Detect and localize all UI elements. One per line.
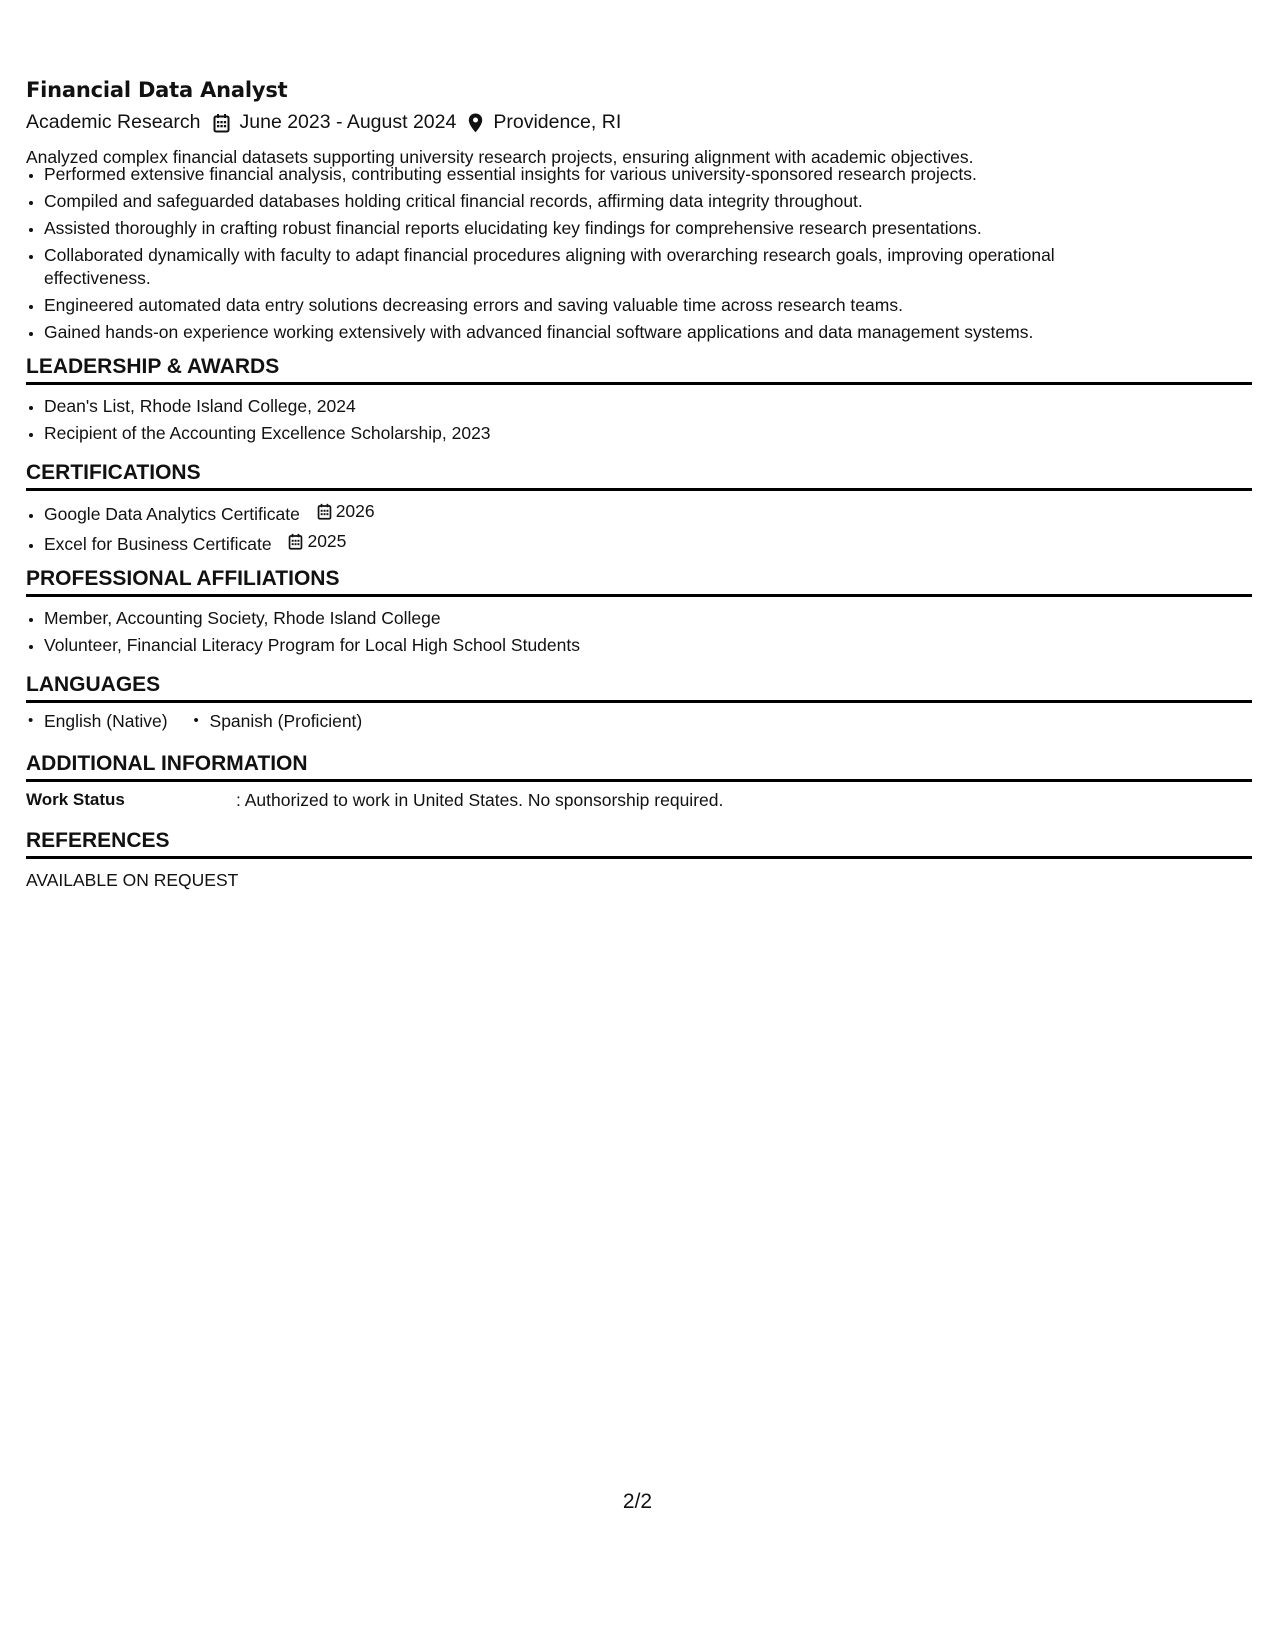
- section-heading-references: REFERENCES: [26, 829, 1252, 859]
- list-item: • Compiled and safeguarded databases holding critical financial records, affirming data integrity throughout.: [44, 190, 1164, 213]
- section-heading-affiliations: PROFESSIONAL AFFILIATIONS: [26, 567, 1252, 597]
- list-item: • Collaborated dynamically with faculty to adapt financial procedures aligning with overarching research goals, improving operational effectiveness.: [44, 244, 1164, 290]
- certification-date: [288, 530, 346, 553]
- list-item: • Engineered automated data entry solutions decreasing errors and saving valuable time across research teams.: [44, 294, 1164, 317]
- language-item: • Spanish (Proficient): [192, 711, 363, 732]
- job-organization: Academic Research: [26, 111, 201, 133]
- section-heading-additional: ADDITIONAL INFORMATION: [26, 752, 1252, 782]
- list-item: • Performed extensive financial analysis, contributing essential insights for various university-sponsored research projects.: [44, 163, 1164, 186]
- page-number: 2/2: [622, 1490, 653, 1513]
- calendar-icon: [317, 503, 332, 520]
- job-bullets: [26, 163, 1164, 348]
- language-item: • English (Native): [26, 711, 168, 732]
- section-heading-certifications: CERTIFICATIONS: [26, 461, 1252, 491]
- calendar-icon: [213, 113, 230, 133]
- certification-name: Excel for Business Certificate: [44, 534, 272, 554]
- job-meta: [26, 111, 621, 134]
- certification-date: [317, 500, 375, 523]
- list-item: [44, 530, 1164, 556]
- list-item: • Dean's List, Rhode Island College, 2024: [44, 395, 1164, 418]
- languages-list: [26, 711, 386, 732]
- list-item: • Member, Accounting Society, Rhode Island College: [44, 607, 1164, 630]
- list-item: [44, 500, 1164, 526]
- job-summary: Analyzed complex financial datasets supporting university research projects, ensuring alignment with academic objectives.: [26, 147, 974, 167]
- section-heading-languages: LANGUAGES: [26, 673, 1252, 703]
- list-item: • Assisted thoroughly in crafting robust financial reports elucidating key findings for comprehensive research presentations.: [44, 217, 1164, 240]
- certification-year: 2026: [335, 501, 375, 521]
- work-status-row: [26, 790, 723, 811]
- affiliations-list: [26, 607, 1164, 661]
- location-pin-icon: [468, 113, 483, 133]
- list-item: • Gained hands-on experience working extensively with advanced financial software applications and data management systems.: [44, 321, 1164, 344]
- job-location: Providence, RI: [493, 111, 622, 133]
- list-item: • Volunteer, Financial Literacy Program for Local High School Students: [44, 634, 1164, 657]
- certification-year: 2025: [307, 531, 347, 551]
- leadership-list: [26, 395, 1164, 449]
- certifications-list: [26, 500, 1164, 560]
- work-status-label: Work Status: [26, 790, 125, 809]
- certification-name: Google Data Analytics Certificate: [44, 504, 300, 524]
- job-title: Financial Data Analyst: [26, 78, 288, 102]
- work-status-value: : Authorized to work in United States. No sponsorship required.: [236, 790, 724, 810]
- references-text: AVAILABLE ON REQUEST: [26, 870, 239, 890]
- section-heading-leadership: LEADERSHIP & AWARDS: [26, 355, 1252, 385]
- job-dates: June 2023 - August 2024: [239, 111, 457, 133]
- list-item: • Recipient of the Accounting Excellence Scholarship, 2023: [44, 422, 1164, 445]
- calendar-icon: [288, 533, 303, 550]
